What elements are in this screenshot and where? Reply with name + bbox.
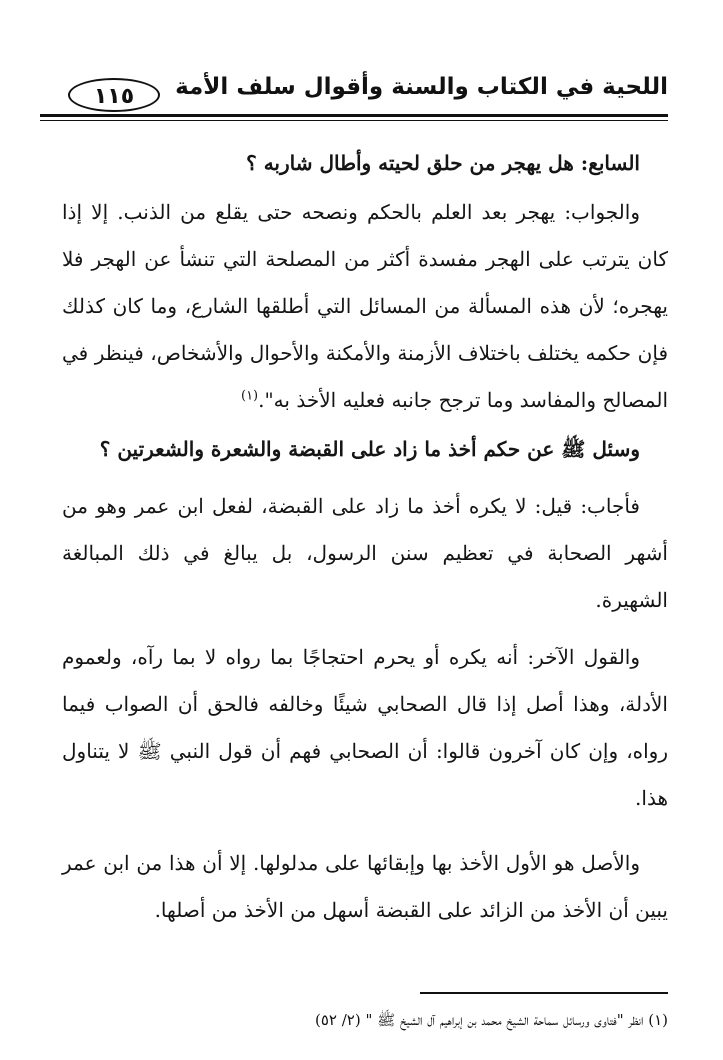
answer-paragraph (62, 189, 668, 424)
page-number: ١١٥ (68, 78, 160, 112)
answer-text: والجواب: يهجر بعد العلم بالحكم ونصحه حتى يقلع من الذنب. إلا إذا كان يترتب على الهجر مفسدة أكثر من المصلحة التي تنشأ عن الهجر فلا يهجره؛ لأن هذه المسألة من المسائل التي أطلقها الشارع، وما كان كذلك فإن حكمه يختلف باختلاف الأزمنة والأمكنة والأحوال والأشخاص، فينظر في المصالح والمفاسد وما ترجح جانبه فعليه الأخذ به". (62, 200, 668, 412)
footnote: (١) انظر "فتاوى ورسائل سماحة الشيخ محمد بن إبراهيم آل الشيخ ﷺ " (٢/ ٥٢) (314, 1011, 668, 1029)
footnote-marker: (١) (240, 388, 259, 404)
footnote-divider (420, 992, 668, 994)
second-opinion-paragraph: والقول الآخر: أنه يكره أو يحرم احتجاجًا بما رواه لا بما رآه، ولعموم الأدلة، وهذا أصل إذا قال الصحابي شيئًا وخالفه فالحق أن الصواب فيما رواه، وإن كان آخرون قالوا: أن الصحابي فهم أن قول النبي ﷺ لا يتناول هذا. (62, 645, 668, 810)
question-seven: السابع: هل يهجر من حلق لحيته وأطال شاربه ؟ (246, 151, 640, 175)
conclusion-paragraph: والأصل هو الأول الأخذ بها وإبقائها على مدلولها. إلا أن هذا من ابن عمر يبين أن الأخذ من الزائد على القبضة أسهل من الأخذ من أصلها. (62, 851, 668, 922)
header-rule-thin (40, 120, 668, 121)
question-beard-grip: وسئل ﷺ عن حكم أخذ ما زاد على القبضة والشعرة والشعرتين ؟ (99, 437, 640, 461)
running-title: اللحية في الكتاب والسنة وأقوال سلف الأمة (175, 74, 668, 100)
answer-beard-grip: فأجاب: قيل: لا يكره أخذ ما زاد على القبضة، لفعل ابن عمر وهو من أشهر الصحابة في تعظيم سنن الرسول، بل يبالغ في ذلك المبالغة الشهيرة. (62, 494, 668, 612)
page-header (40, 60, 668, 122)
header-rule-thick (40, 114, 668, 117)
main-text (62, 140, 668, 934)
